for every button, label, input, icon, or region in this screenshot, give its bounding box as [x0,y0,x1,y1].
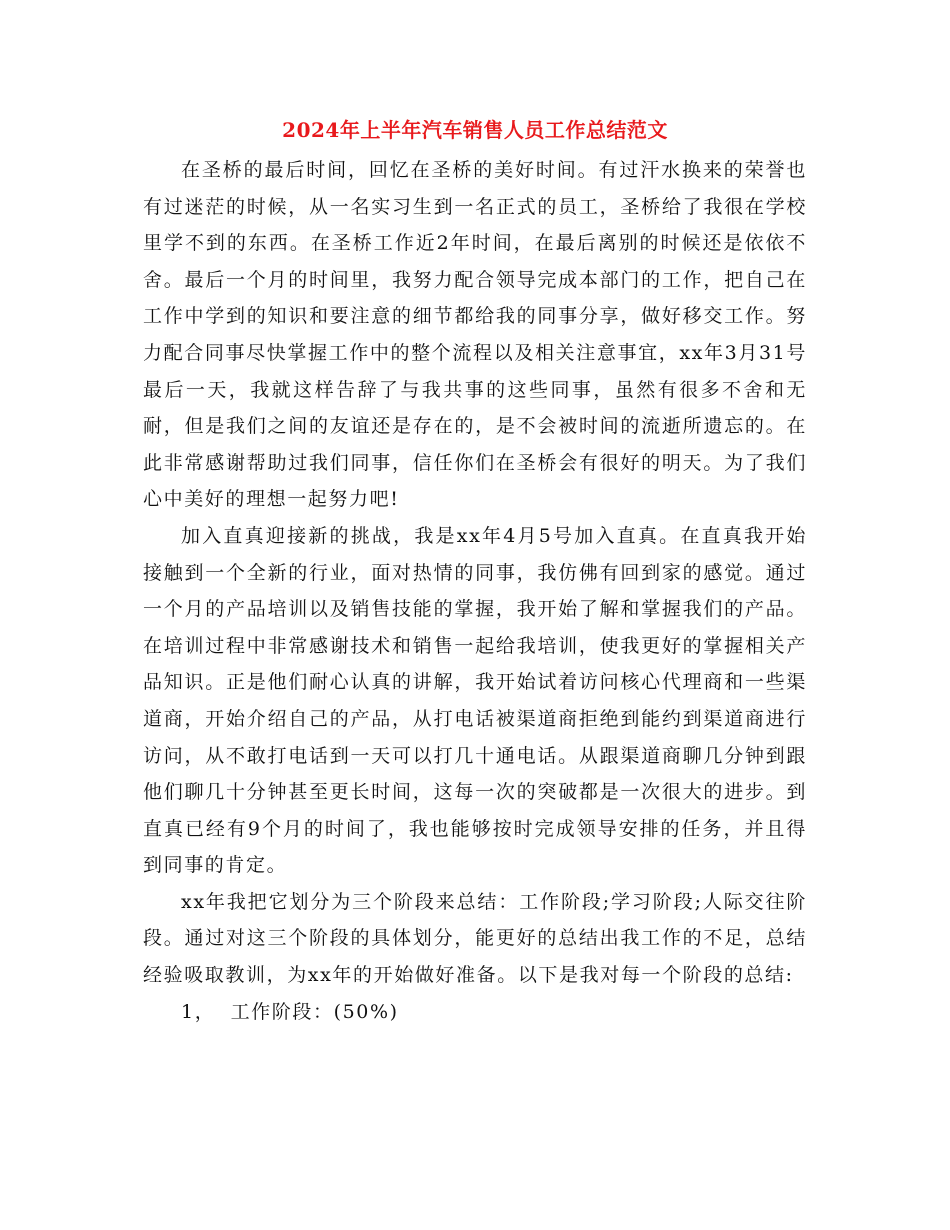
paragraph-1: 在圣桥的最后时间，回忆在圣桥的美好时间。有过汗水换来的荣誉也有过迷茫的时候，从一名实习生到一名正式的员工，圣桥给了我很在学校里学不到的东西。在圣桥工作近2年时间，在最后离别的时候还是依依不舍。最后一个月的时间里，我努力配合领导完成本部门的工作，把自己在工作中学到的知识和要注意的细节都给我的同事分享，做好移交工作。努力配合同事尽快掌握工作中的整个流程以及相关注意事宜，xx年3月31号最后一天，我就这样告辞了与我共事的这些同事，虽然有很多不舍和无耐，但是我们之间的友谊还是存在的，是不会被时间的流逝所遗忘的。在此非常感谢帮助过我们同事，信任你们在圣桥会有很好的明天。为了我们心中美好的理想一起努力吧! [143,159,807,511]
paragraph-3: xx年我把它划分为三个阶段来总结：工作阶段;学习阶段;人际交往阶段。通过对这三个阶段的具体划分，能更好的总结出我工作的不足，总结经验吸取教训，为xx年的开始做好准备。以下是我对每一个阶段的总结: [143,890,807,987]
document-body [143,152,807,1030]
list-item-work-stage: 1， 工作阶段：(50%) [181,1000,399,1023]
paragraph-2: 加入直真迎接新的挑战，我是xx年4月5号加入直真。在直真我开始接触到一个全新的行业，面对热情的同事，我仿佛有回到家的感觉。通过一个月的产品培训以及销售技能的掌握，我开始了解和掌握我们的产品。在培训过程中非常感谢技术和销售一起给我培训，使我更好的掌握相关产品知识。正是他们耐心认真的讲解，我开始试着访问核心代理商和一些渠道商，开始介绍自己的产品，从打电话被渠道商拒绝到能约到渠道商进行访问，从不敢打电话到一天可以打几十通电话。从跟渠道商聊几分钟到跟他们聊几十分钟甚至更长时间，这每一次的突破都是一次很大的进步。到直真已经有9个月的时间了，我也能够按时完成领导安排的任务，并且得到同事的肯定。 [143,524,807,877]
document-title: 2024年上半年汽车销售人员工作总结范文 [282,118,668,142]
